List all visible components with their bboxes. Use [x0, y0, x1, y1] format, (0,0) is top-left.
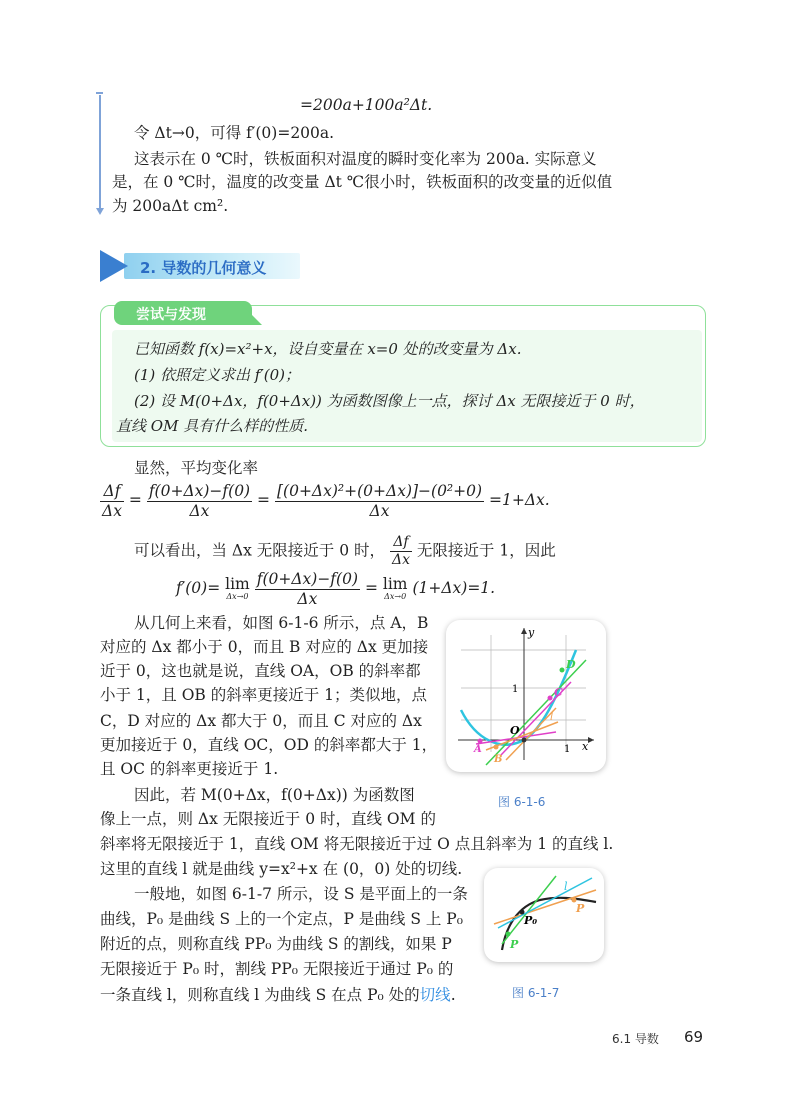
page-number: 69	[684, 1028, 704, 1046]
label-p-right: P	[576, 902, 585, 915]
text-line: 像上一点，则 Δx 无限接近于 0 时，直线 OM 的	[100, 810, 436, 828]
footer-section: 6.1 导数	[612, 1032, 659, 1046]
try-line: 已知函数 f(x)=x²+x，设自变量在 x=0 处的改变量为 Δx.	[134, 340, 522, 358]
label-o: O	[510, 724, 520, 737]
fraction: $\frac{\text{[(0+Δx)²+(0+Δx)]−(0²+0)}}{\Delta x}$	[276, 482, 483, 520]
text-line: 因此，若 M(0+Δx，f(0+Δx)) 为函数图	[134, 786, 415, 804]
fraction: $\frac{\Delta f}{\Delta x}$	[102, 482, 122, 520]
label-b: B	[494, 754, 503, 765]
point-b	[494, 745, 499, 750]
point-p-left	[506, 932, 511, 937]
label-l: l	[550, 712, 554, 723]
figure-caption: 图 6-1-7	[512, 986, 560, 1000]
text-line: C，D 对应的 Δx 都大于 0，而且 C 对应的 Δx	[100, 712, 422, 730]
margin-rule-top	[96, 92, 103, 94]
label-c: C	[554, 686, 563, 699]
text-line: 且 OC 的斜率更接近于 1.	[100, 760, 279, 778]
section-title: 2. 导数的几何意义	[140, 259, 267, 277]
text-line: 斜率将无限接近于 1，直线 OM 将无限接近于过 O 点且斜率为 1 的直线 l.	[100, 835, 614, 853]
figure-6-1-7	[484, 868, 604, 962]
text-line: 对应的 Δx 都小于 0，而且 B 对应的 Δx 更加接	[100, 638, 429, 656]
difference-quotient-equation: $\frac{\Delta f}{\Delta x}$ = $\frac{f(0+\Delta x)-f(0)}{\Delta x}$ = $\frac{\text{[(0+Δx)²+(0+Δx)]−(0²+0)}}{\Delta x}$ =1+Δx.	[102, 482, 550, 520]
text-line: 小于 1，且 OB 的斜率更接近于 1；类似地，点	[100, 686, 428, 704]
label-a: A	[474, 744, 482, 755]
text-line: 可以看出，当 Δx 无限接近于 0 时， $\frac{\Delta f}{\Delta x}$ 无限接近于 1，因此	[134, 534, 556, 568]
point-o	[522, 738, 527, 743]
label-d: D	[566, 658, 576, 671]
label-x: x	[582, 740, 589, 753]
label-l: l	[564, 880, 568, 893]
section-header	[100, 250, 300, 282]
point-a	[478, 739, 483, 744]
term-tangent: 切线	[419, 986, 451, 1004]
y-axis-arrow-icon	[521, 628, 527, 634]
label-one-y: 1	[512, 684, 519, 695]
fraction: $\frac{f(0+\Delta x)-f(0)}{\Delta x}$	[256, 570, 358, 608]
figure-6-1-6-graph	[446, 620, 606, 772]
try-line: (1) 依照定义求出 f′(0)；	[134, 366, 300, 384]
try-box-tab-slant	[238, 301, 262, 325]
line-od	[486, 660, 586, 765]
text-line: 附近的点，则称直线 PP₀ 为曲线 S 的割线，如果 P	[100, 935, 452, 953]
try-box-tab-label: 尝试与发现	[136, 307, 206, 323]
text-line: 近于 0，这也就是说，直线 OA，OB 的斜率都	[100, 662, 421, 680]
figure-caption: 图 6-1-6	[498, 795, 546, 809]
text-line: 一般地，如图 6-1-7 所示，设 S 是平面上的一条	[134, 885, 468, 903]
limit-equation: f′(0)= lim Δx→0 $\frac{f(0+\Delta x)-f(0)}{\Delta x}$ = lim Δx→0 (1+Δx)=1.	[176, 570, 496, 608]
text-line: 无限接近于 P₀ 时，割线 PP₀ 无限接近于通过 P₀ 的	[100, 960, 454, 978]
label-p0: P₀	[524, 914, 538, 927]
point-c	[548, 696, 553, 701]
figure-6-1-7-graph	[484, 868, 604, 962]
label-y: y	[528, 626, 535, 639]
section-arrow-icon	[100, 250, 128, 282]
margin-rule-arrow	[96, 208, 104, 215]
try-line: 直线 OM 具有什么样的性质.	[116, 417, 308, 435]
text-line: 显然，平均变化率	[134, 459, 259, 477]
text-line: 更加接近于 0，直线 OC，OD 的斜率都大于 1，	[100, 736, 438, 754]
text-line: 为 200aΔt cm².	[112, 197, 229, 215]
x-axis-arrow-icon	[588, 737, 594, 743]
label-one-x: 1	[564, 744, 571, 755]
point-d	[560, 668, 565, 673]
text-line: 这里的直线 l 就是曲线 y=x²+x 在 (0，0) 处的切线.	[100, 860, 463, 878]
text-line: 令 Δt→0，可得 f′(0)=200a.	[134, 124, 335, 142]
text-line: 从几何上来看，如图 6-1-6 所示，点 A，B	[134, 614, 429, 632]
try-line: (2) 设 M(0+Δx，f(0+Δx)) 为函数图像上一点，探讨 Δx 无限接近于 0 时，	[134, 392, 645, 410]
margin-rule	[99, 95, 101, 210]
fraction: $\frac{f(0+\Delta x)-f(0)}{\Delta x}$	[148, 482, 251, 520]
text-line: 是，在 0 ℃时，温度的改变量 Δt ℃很小时，铁板面积的改变量的近似值	[112, 173, 613, 191]
text-line: 曲线，P₀ 是曲线 S 上的一个定点，P 是曲线 S 上 P₀	[100, 910, 463, 928]
equation-line: =200a+100a²Δt.	[300, 96, 433, 114]
figure-6-1-6	[446, 620, 606, 772]
text-line: 一条直线 l，则称直线 l 为曲线 S 在点 P₀ 处的切线.	[100, 986, 456, 1004]
fraction: $\frac{\Delta f}{\Delta x}$	[391, 534, 410, 568]
text-line: 这表示在 0 ℃时，铁板面积对温度的瞬时变化率为 200a. 实际意义	[134, 150, 597, 168]
label-p-left: P	[510, 938, 519, 951]
